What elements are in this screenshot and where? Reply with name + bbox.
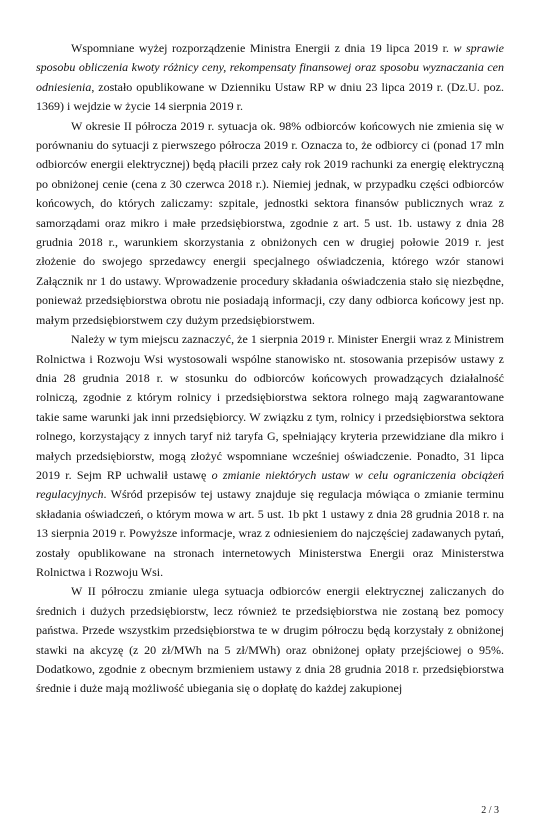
page-number: 2 / 3: [481, 805, 499, 816]
document-body: [36, 39, 504, 699]
paragraph-4-text: W II półroczu zmianie ulega sytuacja odbiorców energii elektrycznej zaliczanych do średnich i dużych przedsiębiorstw, lecz również te przedsiębiorstwa nie zostaną bez pomocy państwa. Przede wszystkim przedsiębiorstwa te w drugim półroczu będą korzystały z obniżonej stawki na akcyzę (z 20 zł/MWh na 5 zł/MWh) oraz obniżonej opłaty przejściowej o 95%. Dodatkowo, zgodnie z obecnym brzmieniem ustawy z dnia 28 grudnia 2018 r. przedsiębiorstwa średnie i duże mają możliwość ubiegania się o dopłatę do każdej zakupionej: [36, 584, 504, 696]
paragraph-2: [36, 117, 504, 330]
paragraph-1: [36, 39, 504, 117]
paragraph-3: [36, 330, 504, 582]
paragraph-4: [36, 582, 504, 698]
paragraph-1-text-2: , zostało opublikowane w Dzienniku Ustaw RP w dniu 23 lipca 2019 r. (Dz.U. poz. 1369) i wejdzie w życie 14 sierpnia 2019 r.: [36, 79, 504, 114]
paragraph-1-italic-title: w sprawie sposobu obliczenia kwoty różnicy ceny, rekompensaty finansowej oraz sposobu wyznaczania cen odniesienia: [36, 41, 504, 94]
paragraph-3-text-2: . Wśród przepisów tej ustawy znajduje się regulacja mówiąca o zmianie terminu składania oświadczeń, o którym mowa w art. 5 ust. 1b pkt 1 ustawy z dnia 28 grudnia 2018 r. na 13 sierpnia 2019 r. Powyższe informacje, wraz z odniesieniem do najczęściej zadawanych pytań, zostały opublikowane na stronach internetowych Ministerstwa Energii oraz Ministerstwa Rolnictwa i Rozwoju Wsi.: [36, 487, 504, 579]
paragraph-2-text: W okresie II półrocza 2019 r. sytuacja ok. 98% odbiorców końcowych nie zmienia się w porównaniu do sytuacji z pierwszego półrocza 2019 r. Oznacza to, że odbiorcy ci (ponad 17 mln odbiorców energii elektrycznej) będą płacili przez cały rok 2019 rachunki za energię elektryczną po obniżonej cenie (cena z 30 czerwca 2018 r.). Niemiej jednak, w przypadku części odbiorców końcowych, do których zaliczamy: szpitale, jednostki sektora finansów publicznych wraz z samorządami oraz mikro i małe przedsiębiorstwa, zgodnie z art. 5 ust. 1b. ustawy z dnia 28 grudnia 2018 r., warunkiem skorzystania z obniżonych cen w drugiej połowie 2019 r. jest złożenie do swojego sprzedawcy energii specjalnego oświadczenia, którego wzór stanowi Załącznik nr 1 do ustawy. Wprowadzenie procedury składania oświadczenia stało się niezbędne, ponieważ przedsiębiorstwa obrotu nie posiadają informacji, czy dany odbiorca końcowy jest np. małym przedsiębiorstwem czy dużym przedsiębiorstwem.: [36, 118, 504, 327]
paragraph-1-text-1: Wspomniane wyżej rozporządzenie Ministra Energii z dnia 19 lipca 2019 r.: [71, 41, 454, 55]
paragraph-3-text-1: Należy w tym miejscu zaznaczyć, że 1 sierpnia 2019 r. Minister Energii wraz z Ministrem Rolnictwa i Rozwoju Wsi wystosowali wspólne stanowisko nt. stosowania przepisów ustawy z dnia 28 grudnia 2018 r. w stosunku do odbiorców końcowych prowadzących działalność rolniczą, zgodnie z którym rolnicy i przedsiębiorstwa sektora rolnego mają zagwarantowane takie same warunki jak inni przedsiębiorcy. W związku z tym, rolnicy i przedsiębiorstwa sektora rolnego, korzystający z innych taryf niż taryfa G, spełniający kryteria przewidziane dla mikro i małych przedsiębiorstw, mogą złożyć wspomniane wcześniej oświadczenie. Ponadto, 31 lipca 2019 r. Sejm RP uchwalił ustawę: [36, 332, 504, 482]
paragraph-3-italic-title: o zmianie niektórych ustaw w celu ograniczenia obciążeń regulacyjnych: [36, 467, 504, 502]
